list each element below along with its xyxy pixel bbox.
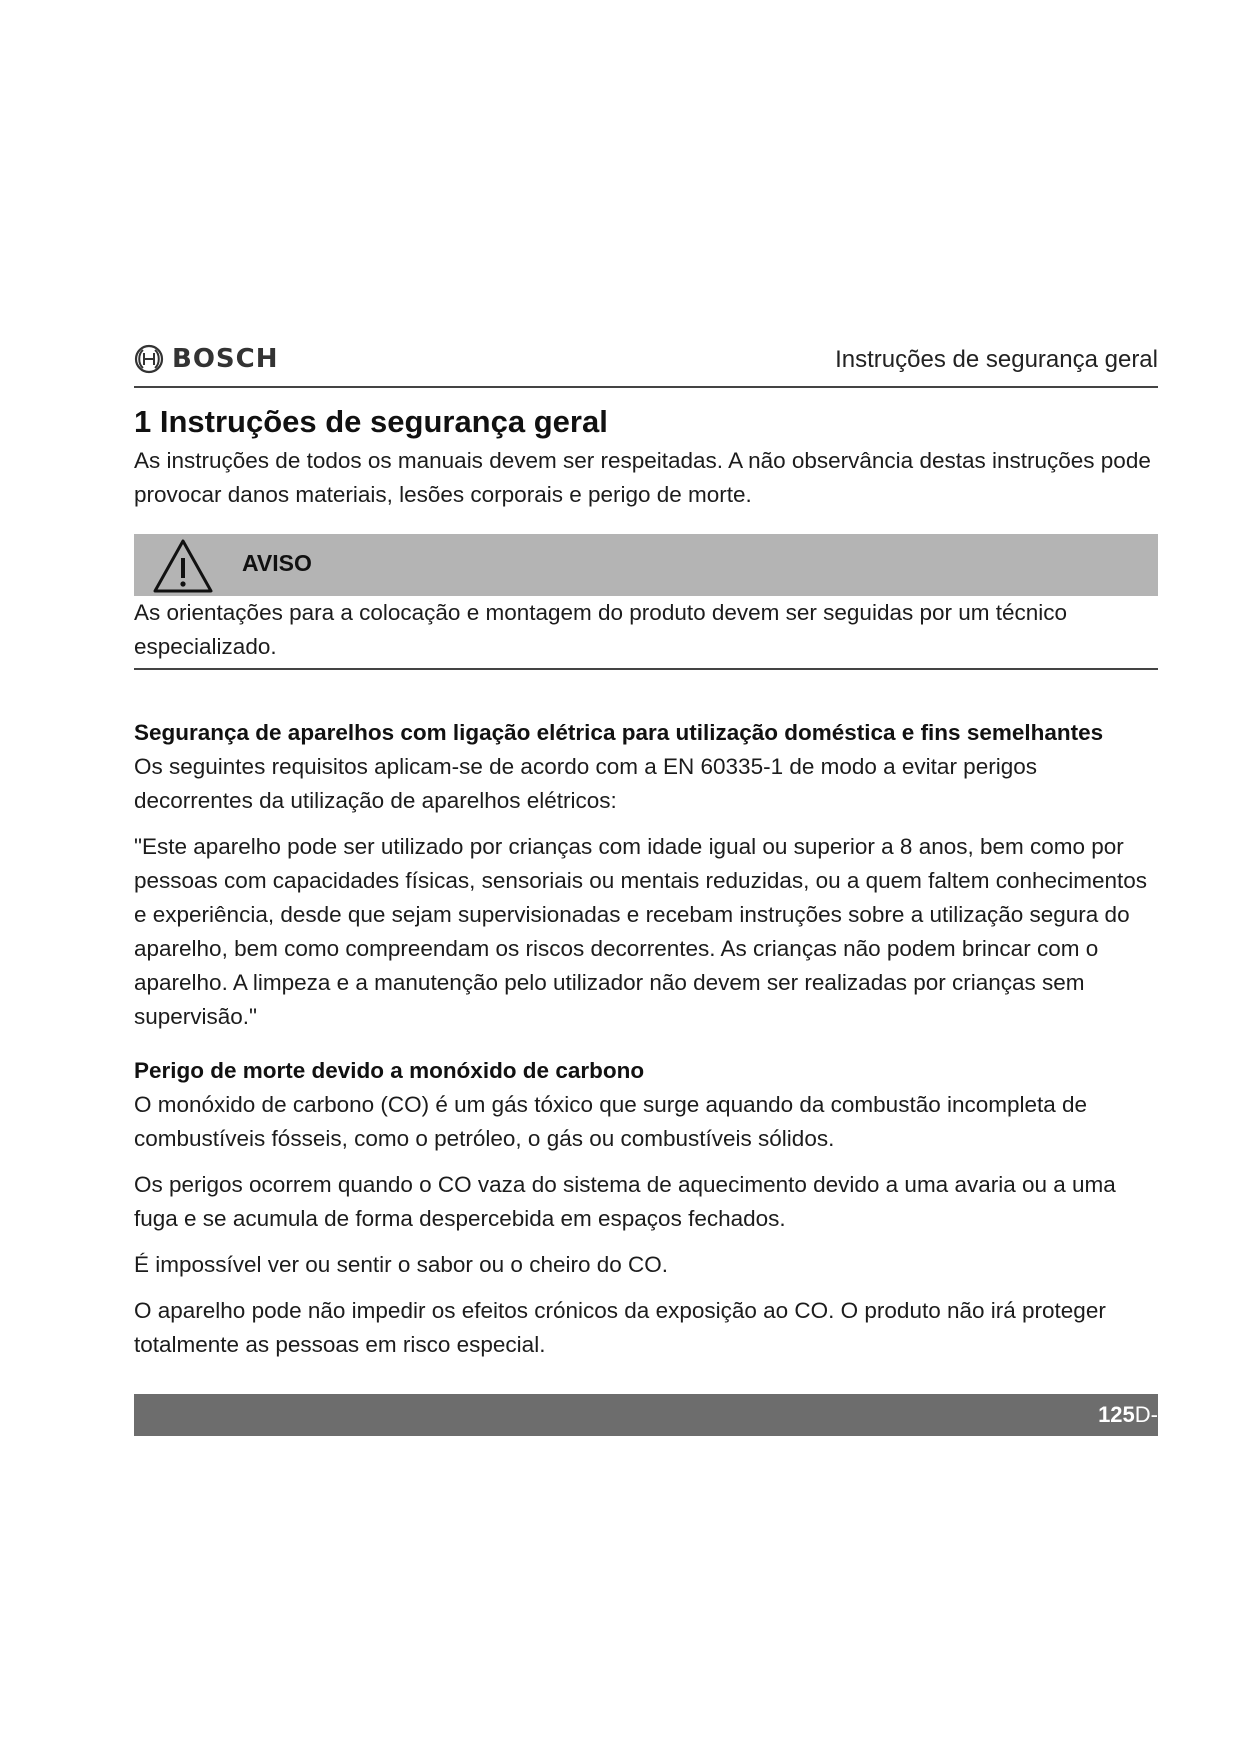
warning-triangle-icon xyxy=(152,538,214,594)
paragraph: O aparelho pode não impedir os efeitos crónicos da exposição ao CO. O produto não irá proteger totalmente as pessoas em risco especial. xyxy=(134,1298,1106,1357)
page-footer-bar xyxy=(134,1394,1158,1436)
brand-name: BOSCH xyxy=(172,344,279,374)
paragraph: Os perigos ocorrem quando o CO vaza do sistema de aquecimento devido a uma avaria ou a uma fuga e se acumula de forma despercebida em espaços fechados. xyxy=(134,1172,1116,1231)
section-intro: As instruções de todos os manuais devem ser respeitadas. A não observância destas instruções pode provocar danos materiais, lesões corporais e perigo de morte. xyxy=(134,448,1151,507)
document-page xyxy=(134,330,1158,1362)
page-number-value: 125 xyxy=(1098,1402,1135,1427)
subsection-heading-electrical: Segurança de aparelhos com ligação elétrica para utilização doméstica e fins semelhantes xyxy=(134,720,1104,745)
warning-label: AVISO xyxy=(242,550,312,576)
warning-header-bar xyxy=(134,534,1158,596)
paragraph: O monóxido de carbono (CO) é um gás tóxico que surge aquando da combustão incompleta de combustíveis fósseis, como o petróleo, o gás ou combustíveis sólidos. xyxy=(134,1092,1088,1151)
subsection-heading-carbon-monoxide: Perigo de morte devido a monóxido de carbono xyxy=(134,1058,645,1083)
warning-text: As orientações para a colocação e montagem do produto devem ser seguidas por um técnico especializado. xyxy=(134,600,1068,659)
bosch-armature-logo-icon xyxy=(134,344,164,374)
page-number-suffix: D- xyxy=(1134,1402,1158,1427)
page-number xyxy=(1098,1402,1158,1428)
paragraph: "Este aparelho pode ser utilizado por crianças com idade igual ou superior a 8 anos, bem como por pessoas com capacidades físicas, sensoriais ou mentais reduzidas, ou a quem faltem conhecimentos e experiência, desde que sejam supervisionadas e recebam instruções sobre a utilização segura do aparelho, bem como compreendam os riscos decorrentes. As crianças não podem brincar com o aparelho. A limpeza e a manutenção pelo utilizador não devem ser realizadas por crianças sem supervisão." xyxy=(134,834,1148,1029)
paragraph: É impossível ver ou sentir o sabor ou o cheiro do CO. xyxy=(134,1252,669,1277)
warning-box xyxy=(134,534,1158,670)
section-title: 1 Instruções de segurança geral xyxy=(134,404,608,439)
running-title: Instruções de segurança geral xyxy=(835,346,1158,373)
brand-logo xyxy=(134,344,279,374)
paragraph: Os seguintes requisitos aplicam-se de acordo com a EN 60335-1 de modo a evitar perigos decorrentes da utilização de aparelhos elétricos: xyxy=(134,754,1037,813)
page-header xyxy=(134,330,1158,388)
